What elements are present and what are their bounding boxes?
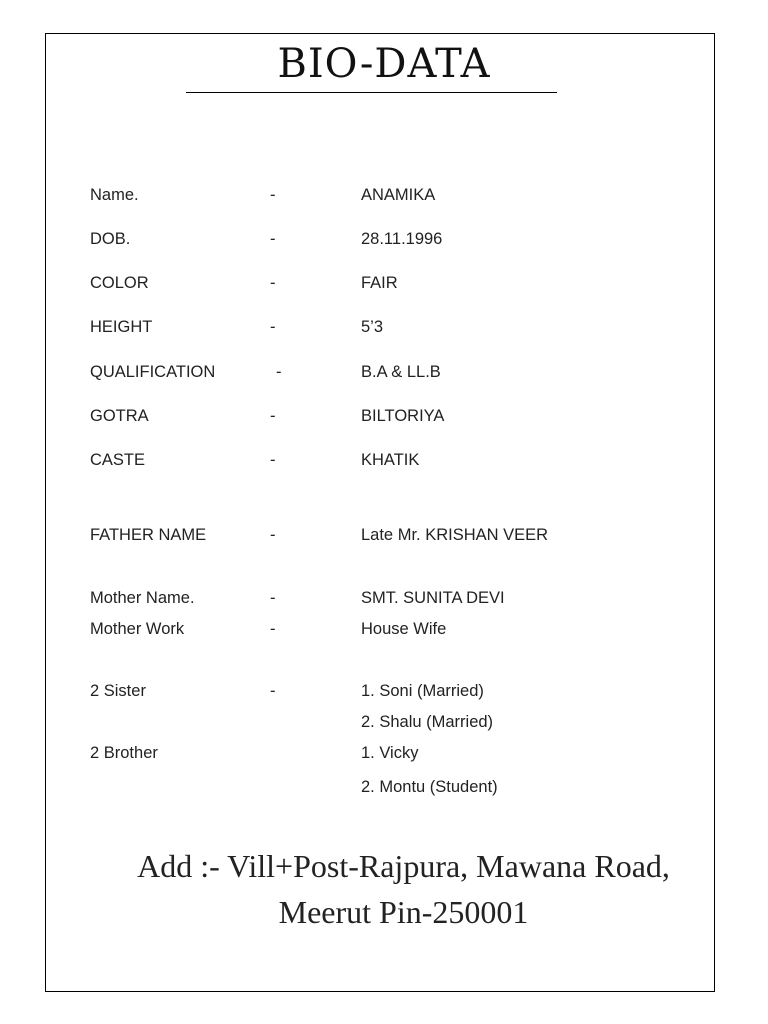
field-row-color [0, 272, 768, 294]
field-row-mother-work [0, 618, 768, 640]
field-value-qualification: B.A & LL.B [361, 363, 441, 381]
field-value-dob: 28.11.1996 [361, 230, 443, 248]
field-row-name [0, 184, 768, 206]
field-value-height: 5’3 [361, 318, 384, 336]
field-separator: - [276, 363, 282, 381]
field-label-mother-name: Mother Name. [90, 589, 195, 607]
field-label-sisters: 2 Sister [90, 682, 146, 700]
field-row-height [0, 316, 768, 338]
field-row-sisters [0, 680, 768, 702]
field-label-caste: CASTE [90, 451, 146, 469]
field-label-color: COLOR [90, 274, 149, 292]
field-label-brothers: 2 Brother [90, 744, 158, 762]
field-separator: - [270, 589, 276, 607]
field-row-caste [0, 449, 768, 471]
address-line-2: Meerut Pin-250001 [278, 894, 529, 930]
field-row-brothers-continued [0, 776, 768, 798]
field-row-dob [0, 228, 768, 250]
field-label-height: HEIGHT [90, 318, 153, 336]
brother-item: 1. Vicky [361, 744, 419, 762]
sister-item: 1. Soni (Married) [361, 682, 484, 700]
field-separator: - [270, 451, 276, 469]
field-value-caste: KHATIK [361, 451, 420, 469]
field-separator: - [270, 407, 276, 425]
address-line-1: Add :- Vill+Post-Rajpura, Mawana Road, [137, 848, 670, 884]
sister-item: 2. Shalu (Married) [361, 713, 494, 731]
field-label-qualification: QUALIFICATION [90, 363, 216, 381]
field-separator: - [270, 620, 276, 638]
field-value-gotra: BILTORIYA [361, 407, 445, 425]
title-underline [186, 92, 557, 93]
field-row-sisters-continued [0, 711, 768, 733]
field-separator: - [270, 318, 276, 336]
field-label-mother-work: Mother Work [90, 620, 185, 638]
field-row-brothers [0, 742, 768, 764]
field-row-father-name [0, 524, 768, 546]
field-label-dob: DOB. [90, 230, 131, 248]
field-value-mother-work: House Wife [361, 620, 447, 638]
field-value-father-name: Late Mr. KRISHAN VEER [361, 526, 549, 544]
field-separator: - [270, 186, 276, 204]
address-block [46, 843, 761, 935]
field-value-color: FAIR [361, 274, 398, 292]
field-row-mother-name [0, 587, 768, 609]
field-row-gotra [0, 405, 768, 427]
field-value-name: ANAMIKA [361, 186, 436, 204]
page-title: BIO-DATA [277, 41, 491, 87]
brother-item: 2. Montu (Student) [361, 778, 498, 796]
field-value-mother-name: SMT. SUNITA DEVI [361, 589, 505, 607]
field-label-name: Name. [90, 186, 139, 204]
field-label-gotra: GOTRA [90, 407, 149, 425]
field-label-father-name: FATHER NAME [90, 526, 207, 544]
field-separator: - [270, 682, 276, 700]
field-separator: - [270, 274, 276, 292]
field-row-qualification [0, 361, 768, 383]
field-separator: - [270, 526, 276, 544]
field-separator: - [270, 230, 276, 248]
